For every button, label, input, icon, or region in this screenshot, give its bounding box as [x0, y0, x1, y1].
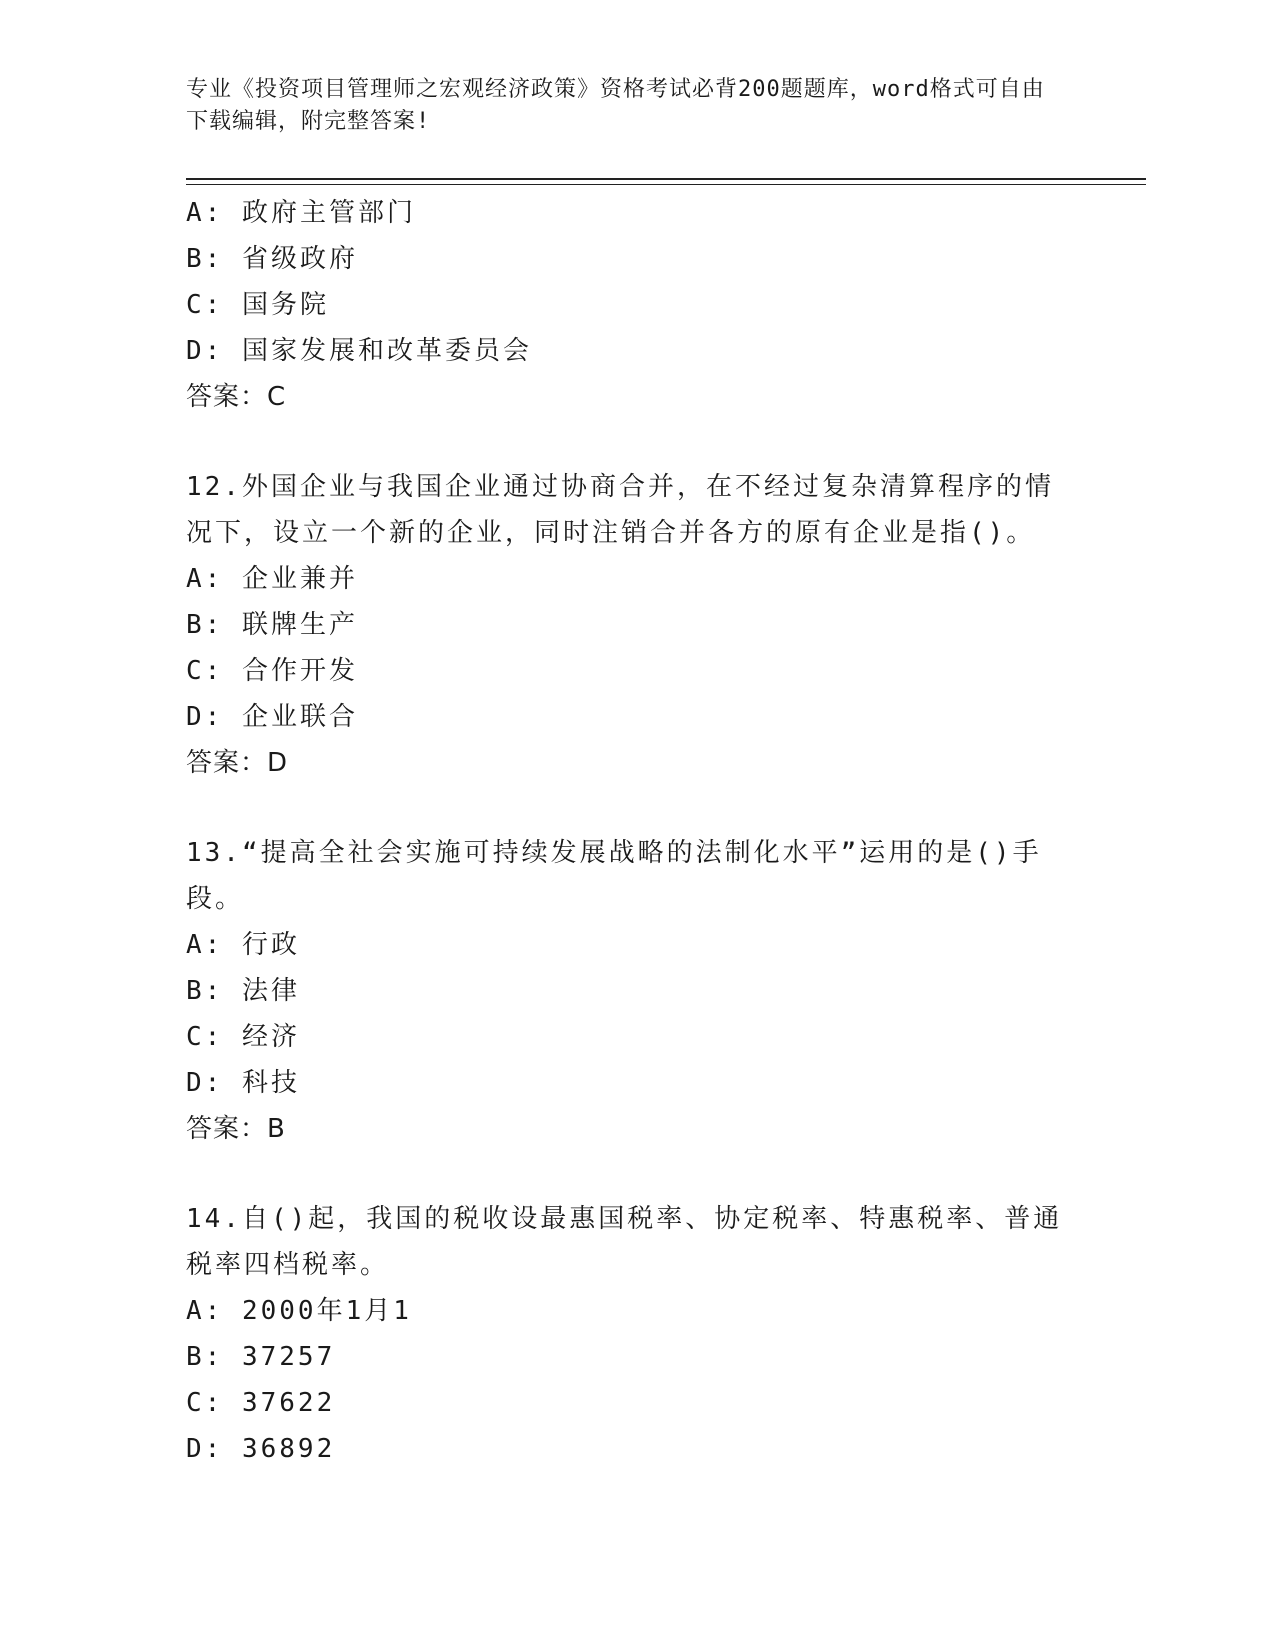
option-a: A: 政府主管部门 [186, 198, 416, 228]
option-a: A: 企业兼并 [186, 564, 358, 594]
option-d: D: 36892 [186, 1434, 336, 1464]
question-stem: 12.外国企业与我国企业通过协商合并，在不经过复杂清算程序的情况下，设立一个新的企业，同时注销合并各方的原有企业是指()。 [186, 472, 1054, 548]
option-c: C: 37622 [186, 1388, 336, 1418]
question-12 [186, 464, 1066, 786]
option-c: C: 国务院 [186, 290, 329, 320]
question-list [186, 190, 1066, 1472]
option-d: D: 企业联合 [186, 702, 358, 732]
option-b: B: 法律 [186, 976, 300, 1006]
option-c: C: 经济 [186, 1022, 300, 1052]
question-13 [186, 830, 1066, 1152]
question-14 [186, 1196, 1066, 1472]
option-b: B: 联牌生产 [186, 610, 358, 640]
option-c: C: 合作开发 [186, 656, 358, 686]
document-header: 专业《投资项目管理师之宏观经济政策》资格考试必背200题题库，word格式可自由下载编辑，附完整答案! [186, 77, 1045, 134]
answer: 答案：C [186, 382, 287, 412]
header-divider [186, 178, 1146, 180]
option-b: B: 37257 [186, 1342, 336, 1372]
option-a: A: 行政 [186, 930, 300, 960]
option-d: D: 科技 [186, 1068, 300, 1098]
question-11 [186, 190, 1066, 420]
option-a: A: 2000年1月1 [186, 1296, 412, 1326]
option-b: B: 省级政府 [186, 244, 358, 274]
answer: 答案：B [186, 1114, 286, 1144]
answer: 答案：D [186, 748, 289, 778]
question-stem: 13.“提高全社会实施可持续发展战略的法制化水平”运用的是()手段。 [186, 838, 1042, 914]
option-d: D: 国家发展和改革委员会 [186, 336, 532, 366]
question-stem: 14.自()起，我国的税收设最惠国税率、协定税率、特惠税率、普通税率四档税率。 [186, 1204, 1063, 1280]
header-divider-thin [186, 184, 1146, 185]
